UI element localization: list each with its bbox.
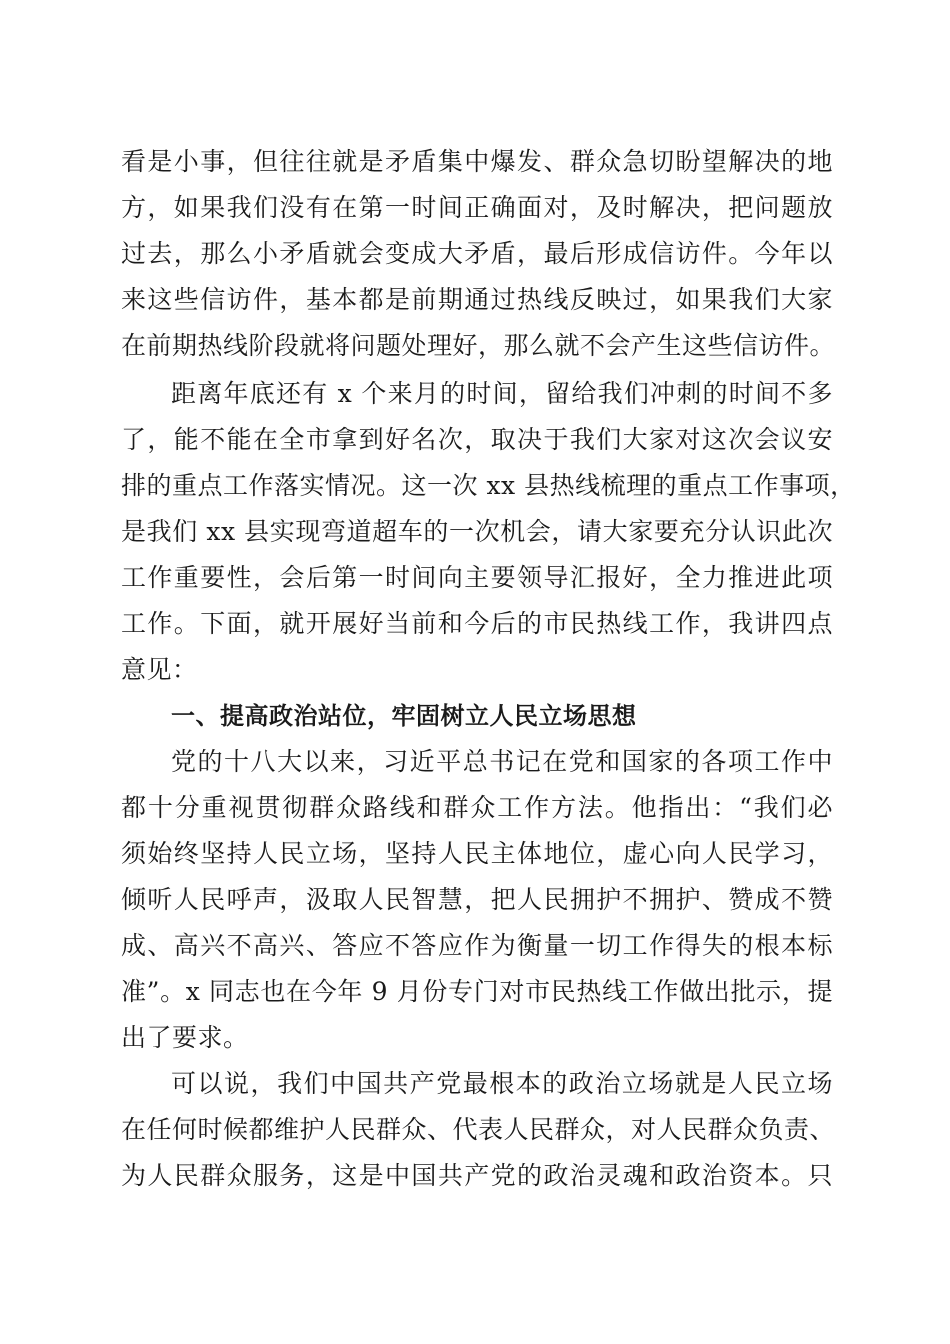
paragraph-2-line-6: 工作。下面，就开展好当前和今后的市民热线工作，我讲四点 [121, 609, 833, 638]
paragraph-3-line-7: 出了要求。 [121, 1023, 249, 1052]
paragraph-2-line-7: 意见： [121, 655, 198, 684]
paragraph-3-line-2: 都十分重视贯彻群众路线和群众工作方法。他指出：“我们必 [121, 793, 833, 822]
paragraph-2-line-5: 工作重要性，会后第一时间向主要领导汇报好，全力推进此项 [121, 563, 833, 592]
paragraph-3-line-3: 须始终坚持人民立场，坚持人民主体地位，虚心向人民学习， [121, 839, 833, 868]
paragraph-1-line-2: 方，如果我们没有在第一时间正确面对，及时解决，把问题放 [121, 193, 833, 222]
paragraph-4-line-1: 可以说，我们中国共产党最根本的政治立场就是人民立场 [171, 1069, 833, 1098]
paragraph-1-line-4: 来这些信访件，基本都是前期通过热线反映过，如果我们大家 [121, 285, 833, 314]
paragraph-2-line-3: 排的重点工作落实情况。这一次 xx 县热线梳理的重点工作事项， [121, 471, 856, 500]
paragraph-4-line-2: 在任何时候都维护人民群众、代表人民群众，对人民群众负责、 [121, 1115, 836, 1144]
section-heading-1: 一、提高政治站位，牢固树立人民立场思想 [171, 702, 637, 730]
paragraph-1-line-1: 看是小事，但往往就是矛盾集中爆发、群众急切盼望解决的地 [121, 147, 833, 176]
paragraph-1-line-3: 过去，那么小矛盾就会变成大矛盾，最后形成信访件。今年以 [121, 239, 833, 268]
paragraph-4-line-3: 为人民群众服务，这是中国共产党的政治灵魂和政治资本。只 [121, 1161, 833, 1190]
paragraph-2-line-4: 是我们 xx 县实现弯道超车的一次机会，请大家要充分认识此次 [121, 517, 833, 546]
paragraph-3-line-4: 倾听人民呼声，汲取人民智慧，把人民拥护不拥护、赞成不赞 [121, 885, 833, 914]
paragraph-3-line-1: 党的十八大以来，习近平总书记在党和国家的各项工作中 [171, 747, 833, 776]
paragraph-1-line-5: 在前期热线阶段就将问题处理好，那么就不会产生这些信访件。 [121, 331, 836, 360]
paragraph-2-line-1: 距离年底还有 x 个来月的时间，留给我们冲刺的时间不多 [171, 379, 833, 408]
paragraph-2-line-2: 了，能不能在全市拿到好名次，取决于我们大家对这次会议安 [121, 425, 833, 454]
paragraph-3-line-5: 成、高兴不高兴、答应不答应作为衡量一切工作得失的根本标 [121, 931, 833, 960]
paragraph-3-line-6: 准”。x 同志也在今年 9 月份专门对市民热线工作做出批示，提 [121, 977, 833, 1006]
